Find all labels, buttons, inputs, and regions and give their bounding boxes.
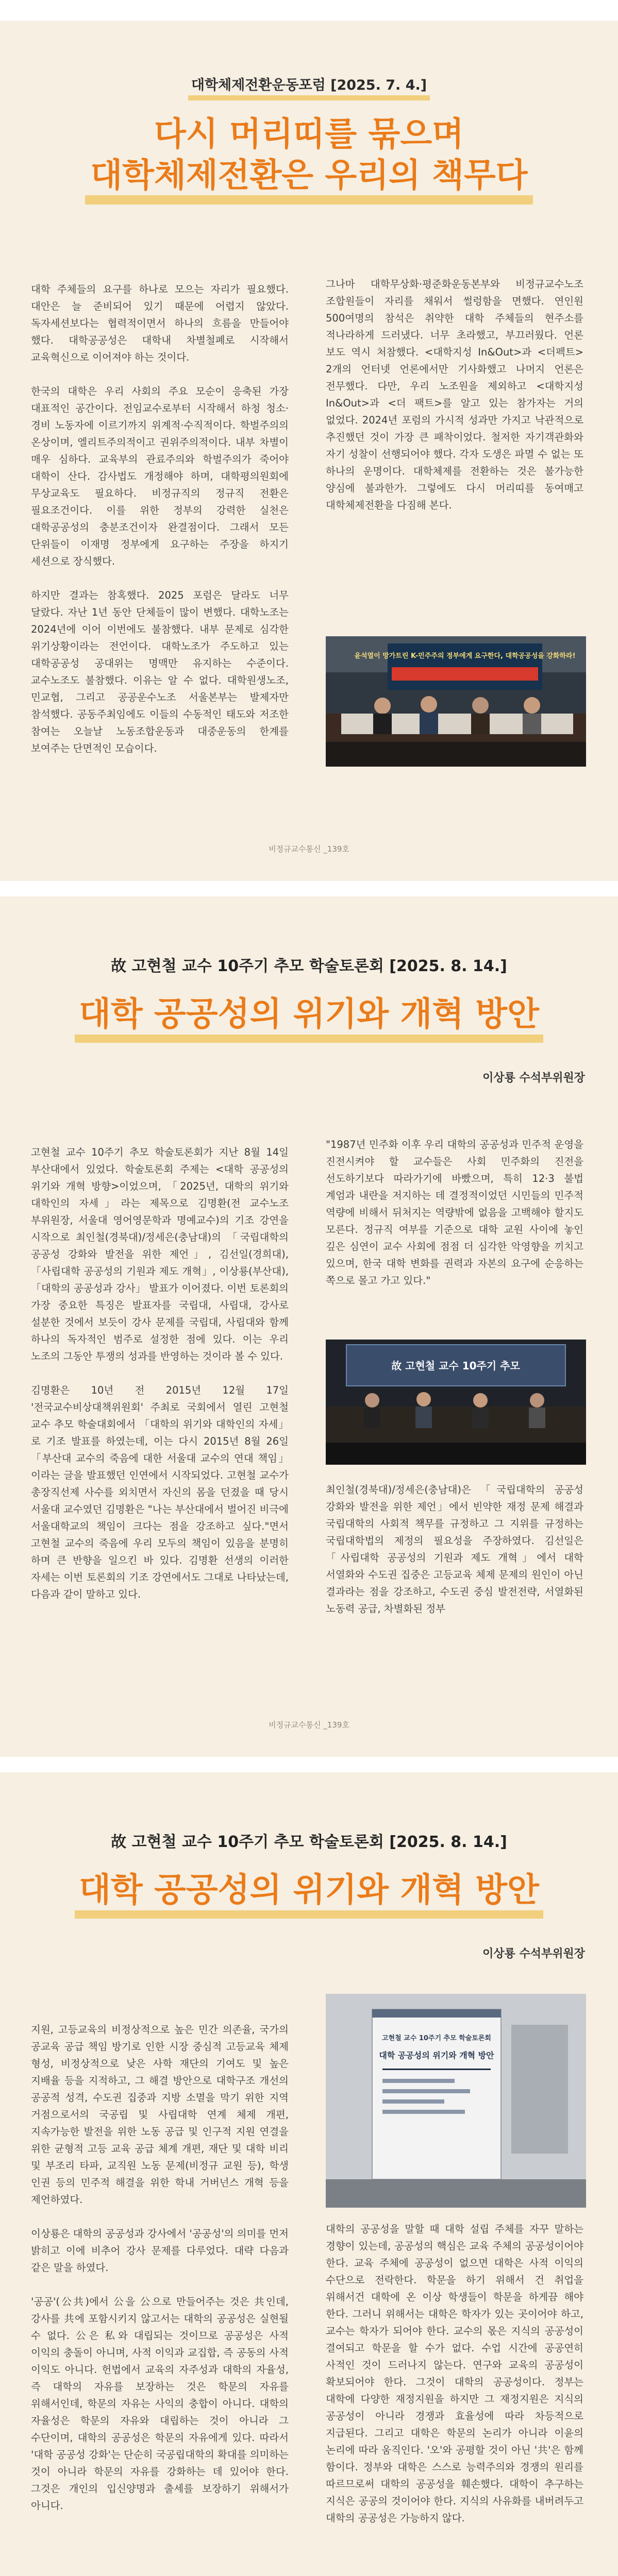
page-1-kicker-text: 대학체제전환운동포럼 [2025. 7. 4.]	[188, 78, 430, 100]
symposium-photo	[326, 1340, 586, 1465]
page-2-right-column-bottom	[326, 1481, 583, 1617]
paragraph: 김명환은 10년 전 2015년 12월 17일 '전국교수비상대책위원회' 주최로 국회에서 열린 고현철 교수 추모 학술대회에서 「대학의 위기와 대학인의 자세」로 기조 발표를 하였는데, 이는 다시 2015년 8월 26일 「부산대 교수의 죽음에 대한 서울대 교수의 연대 책임」이라는 글을 발표했던 인연에서 시작되었다. 고현철 교수가 총장직선제 사수를 외치면서 자신의 몸을 던졌을 때 당시 서울대 교수였던 김명환은 "나는 부산대에서 벌어진 비극에 서울대학교의 책임이 크다는 점을 강조하고 싶다."면서 고현철 교수의 죽음에 우리 모두의 책임이 있음을 분명히 하며 큰 반향을 일으킨 바 있다. 김명환 선생의 이러한 자세는 이번 토론회의 기조 강연에서도 그대로 나타났는데, 다음과 같이 말하고 있다.	[31, 1384, 289, 1600]
page-2-kicker: 故 고현철 교수 10주기 추모 학술토론회 [2025. 8. 14.]	[111, 957, 507, 975]
page-3-right-column	[326, 2221, 583, 2527]
page-2-author: 이상룡 수석부위원장	[482, 1072, 585, 1084]
page-gap	[0, 881, 618, 896]
page-1-title-line2: 대학체제전환은 우리의 책무다	[85, 159, 532, 205]
forum-photo	[326, 636, 586, 767]
paragraph: 이상룡은 대학의 공공성과 강사에서 '공공성'의 의미를 먼저 밝히고 이에 비추어 강사 문제를 다루었다. 대략 다음과 같은 말을 하였다.	[31, 2228, 289, 2274]
page-1-kicker	[0, 21, 618, 100]
photo-banner-line2: 대학 공공성의 위기와 개혁 방안	[379, 2050, 494, 2060]
page-gap	[0, 1757, 618, 1772]
page-2-left-column	[31, 1144, 289, 1603]
page-3-left-column	[31, 2021, 289, 2514]
photo-banner-line1: 고현철 교수 10주기 추모 학술토론회	[381, 2035, 492, 2042]
paragraph: 지원, 고등교육의 비정상적으로 높은 민간 의존율, 국가의 공교육 공급 책임 방기로 인한 시장 중심적 고등교육 체제 형성, 비정상적으로 낮은 사학 재단의 기여도 및 높은 지배율 등을 지적하고, 그 해결 방안으로 대학구조 개선의 공공적 성격, 수도권 집중과 지방 소멸을 막기 위한 지역 거점으로서의 국공립 및 사립대학 연계 체제 개편, 지속가능한 발전을 위한 노동 공급 및 인구적 지원 연결을 위한 균형적 고등 교육 공급 체계 개편, 재단 및 대학 비리 및 부조리 타파, 교직원 노동 문제(비정규 교원 등), 학생 인권 등의 민주적 해결을 위한 학내 거버넌스 개혁 등을 제언하였다.	[31, 2024, 289, 2206]
page-3-kicker: 故 고현철 교수 10주기 추모 학술토론회 [2025. 8. 14.]	[111, 1833, 507, 1851]
page-1-title	[0, 114, 618, 205]
paragraph: 대학 주체들의 요구를 하나로 모으는 자리가 필요했다. 대안은 늘 준비되어 있기 때문에 어렵지 않았다. 독자세션보다는 협력적이면서 하나의 흐름을 만들어야 했다. 대학공공성은 대학내 차별철폐로 시작해서 교육혁신으로 이어져야 하는 것이다.	[31, 283, 289, 363]
top-gap	[0, 0, 618, 21]
paragraph: 한국의 대학은 우리 사회의 주요 모순이 응축된 가장 대표적인 공간이다. 전임교수로부터 시작해서 하청 청소·경비 노동자에 이르기까지 위계적·수직적이다. 학벌주의의 온상이며, 엘리트주의적이고 권위주의적이다. 내부 차별이 매우 심하다. 교육부의 관료주의와 학벌주의가 죽어야 대학이 산다. 감사법도 개정해야 하며, 대학평의원회에 무상교육도 필요하다. 비정규직의 정규직 전환은 필요조건이다. 이를 위한 정부의 강력한 실천은 대학공공성의 충분조건이자 완결점이다. 그래서 모든 단위들이 이재명 정부에게 요구하는 주장을 하지기 세션으로 장식했다.	[31, 385, 289, 567]
page-2-title: 대학 공공성의 위기와 개혁 방안	[75, 996, 543, 1043]
paragraph: 대학의 공공성을 말할 때 대학 설립 주체를 자꾸 말하는 경향이 있는데, 공공성의 핵심은 교육 주체의 공공성이어야 한다. 교육 주체에 공공성이 없으면 대학은 사적 이익의 수단으로 전락한다. 학문을 하기 위해서 건 취업을 위해서건 대학에 온 이상 학생들이 학문을 하게끔 해야 한다. 그러니 위해서는 대학은 학자가 있는 곳이어야 하고, 교수는 학자가 되어야 한다. 교수의 몫은 지식의 공공성이 결여되고 학문을 할 수가 없다. 수업 시간에 공공연히 사적인 것이 드러나지 않는다. 연구와 교육의 공공성이 확보되어야 한다. 그것이 대학의 공공성이다. 정부는 대학에 다양한 재정지원을 하지만 그 재정지원은 지식의 공공성이 아니라 경쟁과 효율성에 따라 차등적으로 지급된다. 그리고 대학은 학문의 논리가 아니라 이윤의 논리에 따라 움직인다. '오'와 공평할 것이 아닌 '共'은 함께 함이다. 정부와 대학은 스스로 능력주의와 경쟁의 원리를 따르므로써 대학의 공공성을 훼손했다. 대학이 추구하는 지식은 공공의 것이어야 한다. 지식의 사유화를 내버려두고 대학의 공공성은 가능하지 않다.	[326, 2223, 583, 2524]
page-2	[0, 896, 618, 1757]
symposium-banner-photo	[326, 1994, 586, 2208]
page-1-footer: 비정규교수통신 _139호	[269, 844, 349, 854]
page-2-title-wrap	[0, 996, 618, 1043]
page-1	[0, 21, 618, 881]
quote-paragraph: "1987년 민주화 이후 우리 대학의 공공성과 민주적 운영을 진전시켜야 할 교수들은 사회 민주화의 진전을 선도하기보다 따라가기에 바빴으며, 특히 12·3 불법 계엄과 내란을 저지하는 데 결정적이었던 시민들의 민주적 역량에 비해서 뒤처지는 역량밖에 없음을 고백해야 할지도 모른다. 정규직 여부를 기준으로 대학 교원 사이에 놓인 깊은 심연이 교수 사회에 점점 더 심각한 악영향을 끼치고 있으며, 한국 대학 변화를 권력과 자본의 요구에 순응하는 쪽으로 몰고 가고 있다."	[326, 1139, 583, 1286]
page-3	[0, 1772, 618, 2576]
page-3-author: 이상룡 수석부위원장	[482, 1947, 585, 1960]
paragraph: 하지만 결과는 참혹했다. 2025 포럼은 달라도 너무 달랐다. 자난 1년 동안 단체들이 많이 변했다. 대학노조는 2024년에 이어 이번에도 불참했다. 내부 문제로 심각한 위기상황이라는 전언이다. 대학노조가 주도하고 있는 대학공공성 공대위는 명맥만 유지하는 수준이다. 교수노조도 불참했다. 이유는 알 수 없다. 대학원생노조, 민교협, 그리고 공공운수노조 서울본부는 발제자만 참석했다. 공동주최임에도 이들의 수동적인 태도와 저조한 참여는 오늘날 노동조합운동과 대중운동의 한계를 보여주는 단면적인 모습이다.	[31, 589, 289, 754]
page-2-footer: 비정규교수통신 _139호	[269, 1720, 349, 1730]
page-1-title-line1: 다시 머리띠를 묶으며	[154, 115, 464, 154]
photo-banner-text: 故 고현철 교수 10주기 추모	[391, 1360, 520, 1372]
paragraph: 그나마 대학무상화·평준화운동본부와 비정규교수노조 조합원들이 자리를 채워서 썰렁함을 면했다. 연인원 500여명의 참석은 취약한 대학 주체들의 현주소를 적나라하게 드러냈다. 너무 초라했고, 부끄러웠다. 언론 보도 역시 처참했다. <대학지성 In&Out>과 <더펙트> 2개의 언터넷 언론에서만 기사화했고 나머지 언론은 전무했다. 다만, 우리 노조원을 제외하고 <대학지성 In&Out>과 <더 팩트>를 알고 있는 참가자는 거의 없었다. 2024년 포럼의 가시적 성과만 가지고 낙관적으로 추진했던 것이 가장 큰 패착이었다. 철저한 자기객관화와 자기 성찰이 선행되어야 했다. 각자 도생은 파멸 수 없는 또 하나의 운명이다. 대학체제를 전환하는 것은 불가능한 양심에 불과한가. 그렇에도 다시 머리띠를 동여매고 대학체제전환을 다짐해 본다.	[326, 278, 583, 511]
page-2-right-column-top	[326, 1136, 583, 1289]
paragraph: 최인철(경북대)/정세은(충남대)은 「국립대학의 공공성 강화와 발전을 위한 제언」에서 빈약한 재정 문제 해결과 국립대학의 사회적 책무를 규정하고 그 지위를 규정하는 국립대학법의 제정의 필요성을 주장하였다. 김선일은 「사립대학 공공성의 기원과 제도 개혁」에서 대학 서열화와 수도권 집중은 고등교육 체제 문제의 원인이 아닌 결과라는 점을 강조하고, 수도권 중심 발전전략, 서열화된 노동력 공급, 차별화된 정부	[326, 1484, 583, 1615]
page-3-title-wrap	[0, 1872, 618, 1919]
photo-banner-text: 윤석열이 망가트린 K-민주주의 정부에게 요구한다, 대학공공성을 강화하라!	[354, 652, 576, 660]
paragraph: 고현철 교수 10주기 추모 학술토론회가 지난 8월 14일 부산대에서 있었다. 학술토론회 주제는 <대학 공공성의 위기와 개혁 방향>이었으며, 「2025년, 대학의 위기와 대학인의 자세」라는 제목으로 김명환(전 교수노조 부위원장, 서울대 영어영문학과 명예교수)의 기조 강연을 시작으로 최인철(경북대)/정세은(충남대)의 「국립대학의 공공성 강화와 발전을 위한 제언」, 김선일(경희대), 「사립대학 공공성의 기원과 제도 개혁」, 이상룡(부산대), 「대학의 공공성과 강사」 발표가 이어졌다. 이번 토론회의 가장 중요한 특징은 발표자를 국립대, 사립대, 강사로 설분한 것에서 보듯이 강사 문제를 국립대, 사립대와 함께 하나의 독자적인 범주로 설정한 점에 있다. 이는 우리 노조의 그동안 투쟁의 성과를 반영하는 것이라 볼 수 있다.	[31, 1146, 289, 1362]
page-3-title: 대학 공공성의 위기와 개혁 방안	[75, 1872, 543, 1919]
page-1-left-column	[31, 281, 289, 757]
page-1-right-column	[326, 276, 583, 514]
paragraph: '공공'(公共)에서 公을 公으로 만들어주는 것은 共인데, 강사를 共에 포함시키지 않고서는 대학의 공공성은 실현될 수 없다. 公은 私와 대립되는 것이므로 공공성은 사적 이익의 충돌이 아니며, 사적 이익과 교집합, 즉 공동의 사적 이익도 아니다. 헌법에서 교육의 자주성과 대학의 자율성, 즉 대학의 자유를 보장하는 것은 학문의 자유를 위해서인데, 학문의 자유는 사익의 충합이 아니다. 대학의 자율성은 학문의 자유와 대립하는 것이 아니라 그 수단이며, 대학의 공공성은 학문의 자유에게 있다. 따라서 '대학 공공성 강화'는 단순히 국공립대학의 확대를 의미하는 것이 아니라 학문의 자유를 강화하는 데 있어야 한다. 그것은 개인의 입신양명과 출세를 보장하기 위해서가 아니다.	[31, 2296, 289, 2512]
